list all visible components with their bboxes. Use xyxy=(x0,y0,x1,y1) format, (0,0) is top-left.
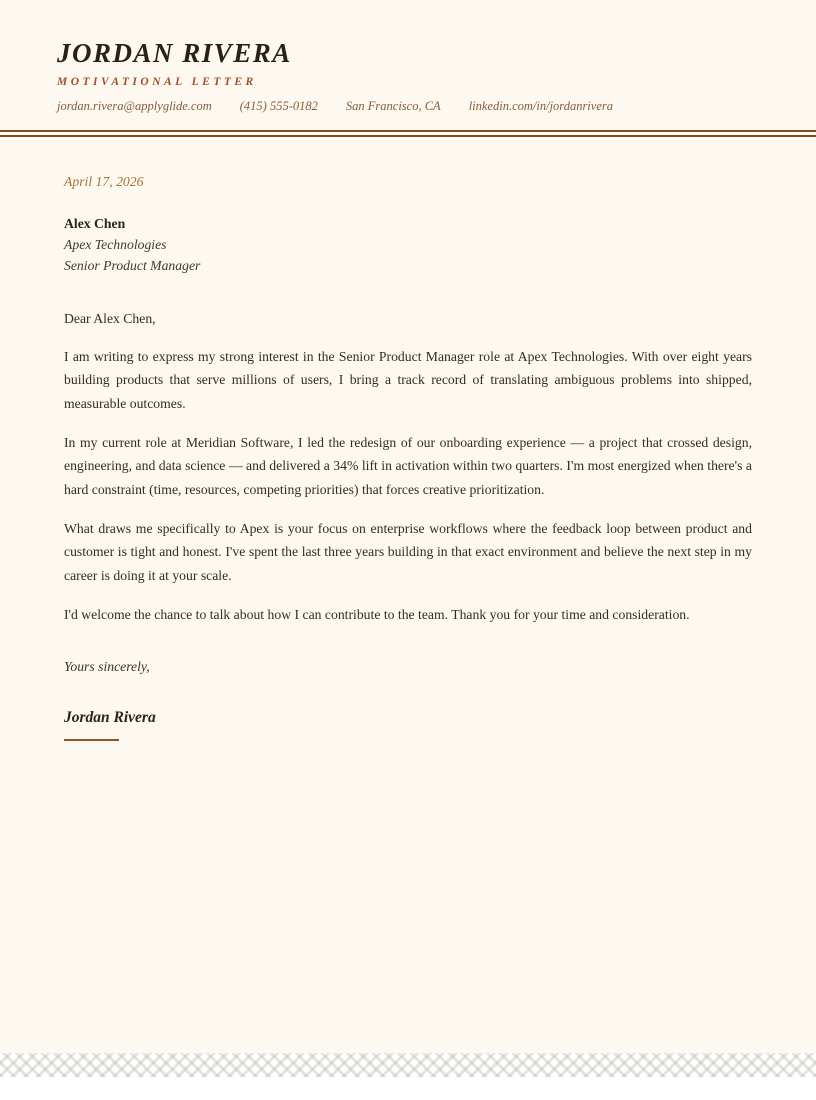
paragraph-4: I'd welcome the chance to talk about how I can contribute to the team. Thank you for your time and consideration. xyxy=(64,606,690,622)
document-header xyxy=(0,0,816,113)
signature-underline xyxy=(64,739,119,741)
paragraph-3: What draws me specifically to Apex is your focus on enterprise workflows where the feedback loop between product and customer is tight and honest. I've spent the last three years building in that exact environment and believe the next step in my career is doing it at your scale. xyxy=(64,520,752,583)
signature-name: Jordan Rivera xyxy=(64,708,156,726)
recipient-block xyxy=(64,213,752,276)
letter-date: April 17, 2026 xyxy=(64,174,144,190)
paragraph-1: I am writing to express my strong interest in the Senior Product Manager role at Apex Technologies. With over eight years building products that serve millions of users, I bring a track record of translating ambiguous problems into shipped, measurable outcomes. xyxy=(64,348,752,411)
document-subtitle: MOTIVATIONAL LETTER xyxy=(57,76,257,88)
bottom-margin xyxy=(0,1077,816,1100)
bottom-decorative-band xyxy=(0,1053,816,1077)
applicant-name: JORDAN RIVERA xyxy=(57,38,292,68)
contact-linkedin: linkedin.com/in/jordanrivera xyxy=(468,98,613,113)
contact-email: jordan.rivera@applyglide.com xyxy=(57,98,212,113)
recipient-name: Alex Chen xyxy=(64,216,126,232)
recipient-role: Senior Product Manager xyxy=(64,258,201,274)
letter-body xyxy=(0,137,816,741)
header-divider xyxy=(0,130,816,137)
salutation: Dear Alex Chen, xyxy=(64,311,156,327)
closing-line: Yours sincerely, xyxy=(64,659,150,675)
contact-location: San Francisco, CA xyxy=(345,98,441,113)
contact-phone: (415) 555-0182 xyxy=(239,98,318,113)
recipient-company: Apex Technologies xyxy=(64,237,167,253)
paragraph-2: In my current role at Meridian Software, I led the redesign of our onboarding experience — a project that crossed design, engineering, and data science — and delivered a 34% lift in activation within two quarters. I'm most energized when there's a hard constraint (time, resources, competing priorities) that forces creative prioritization. xyxy=(64,434,752,497)
contact-row xyxy=(57,100,816,114)
